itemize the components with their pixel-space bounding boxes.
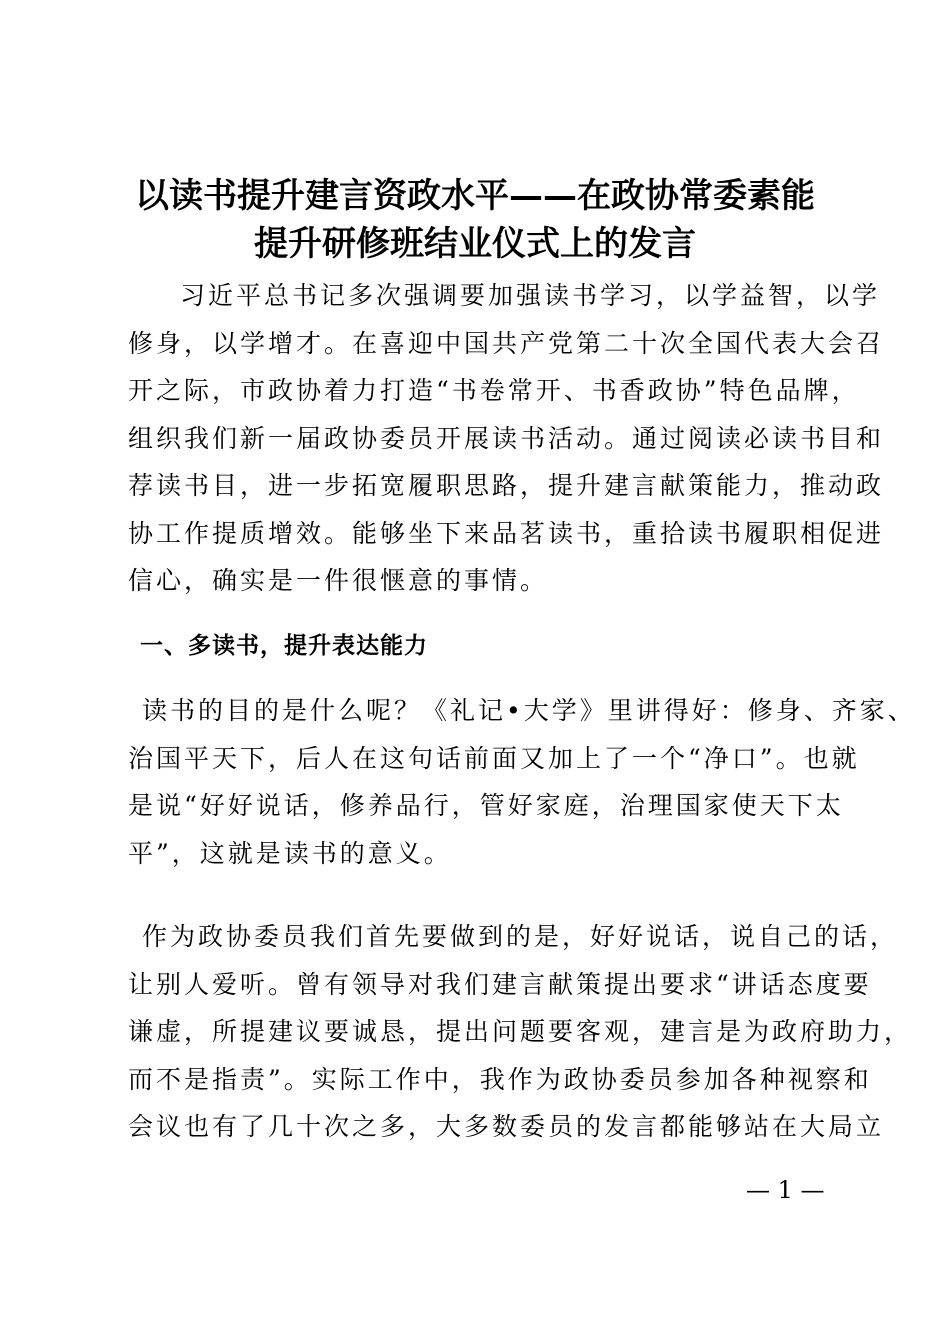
paragraph-line: 信心，确实是一件很惬意的事情。 — [128, 566, 549, 595]
document-title-line-2: 提升研修班结业仪式上的发言 — [254, 224, 696, 264]
paragraph-line: 开之际，市政协着力打造“书卷常开、书香政协”特色品牌， — [128, 376, 860, 405]
paragraph-reading-purpose — [128, 687, 916, 877]
paragraph-line: 治国平天下，后人在这句话前面又加上了一个“净口”。也就 — [128, 743, 860, 773]
paragraph-line: 谦虚，所提建议要诚恳，提出问题要客观，建言是为政府助力， — [128, 1017, 913, 1046]
document-title-line-1: 以读书提升建言资政水平——在政协常委素能 — [135, 176, 815, 216]
page-number: — 1 — — [746, 1176, 825, 1204]
paragraph-committee-speech — [128, 913, 913, 1151]
section-heading: 一、多读书，提升表达能力 — [140, 633, 428, 659]
paragraph-line: 作为政协委员我们首先要做到的是，好好说话，说自己的话， — [142, 922, 899, 951]
paragraph-line: 习近平总书记多次强调要加强读书学习，以学益智，以学 — [180, 281, 881, 310]
paragraph-line: 而不是指责”。实际工作中，我作为政协委员参加各种视察和 — [128, 1064, 872, 1094]
paragraph-line: 荐读书目，进一步拓宽履职思路，提升建言献策能力，推动政 — [128, 471, 885, 500]
paragraph-line: 平”，这就是读书的意义。 — [128, 838, 452, 868]
paragraph-line: 会议也有了几十次之多，大多数委员的发言都能够站在大局立 — [128, 1112, 885, 1141]
paragraph-line: 组织我们新一届政协委员开展读书活动。通过阅读必读书目和 — [128, 423, 885, 453]
paragraph-line: 让别人爱听。曾有领导对我们建言献策提出要求“讲话态度要 — [128, 969, 872, 999]
paragraph-line: 协工作提质增效。能够坐下来品茗读书，重拾读书履职相促进 — [128, 518, 885, 548]
paragraph-line: 修身，以学增才。在喜迎中国共产党第二十次全国代表大会召 — [128, 328, 885, 358]
paragraph-line: 是说“好好说话，修养品行，管好家庭，治理国家使天下太 — [128, 791, 844, 820]
paragraph-intro — [128, 272, 885, 605]
paragraph-line: 读书的目的是什么呢？《礼记•大学》里讲得好：修身、齐家、 — [142, 696, 916, 725]
